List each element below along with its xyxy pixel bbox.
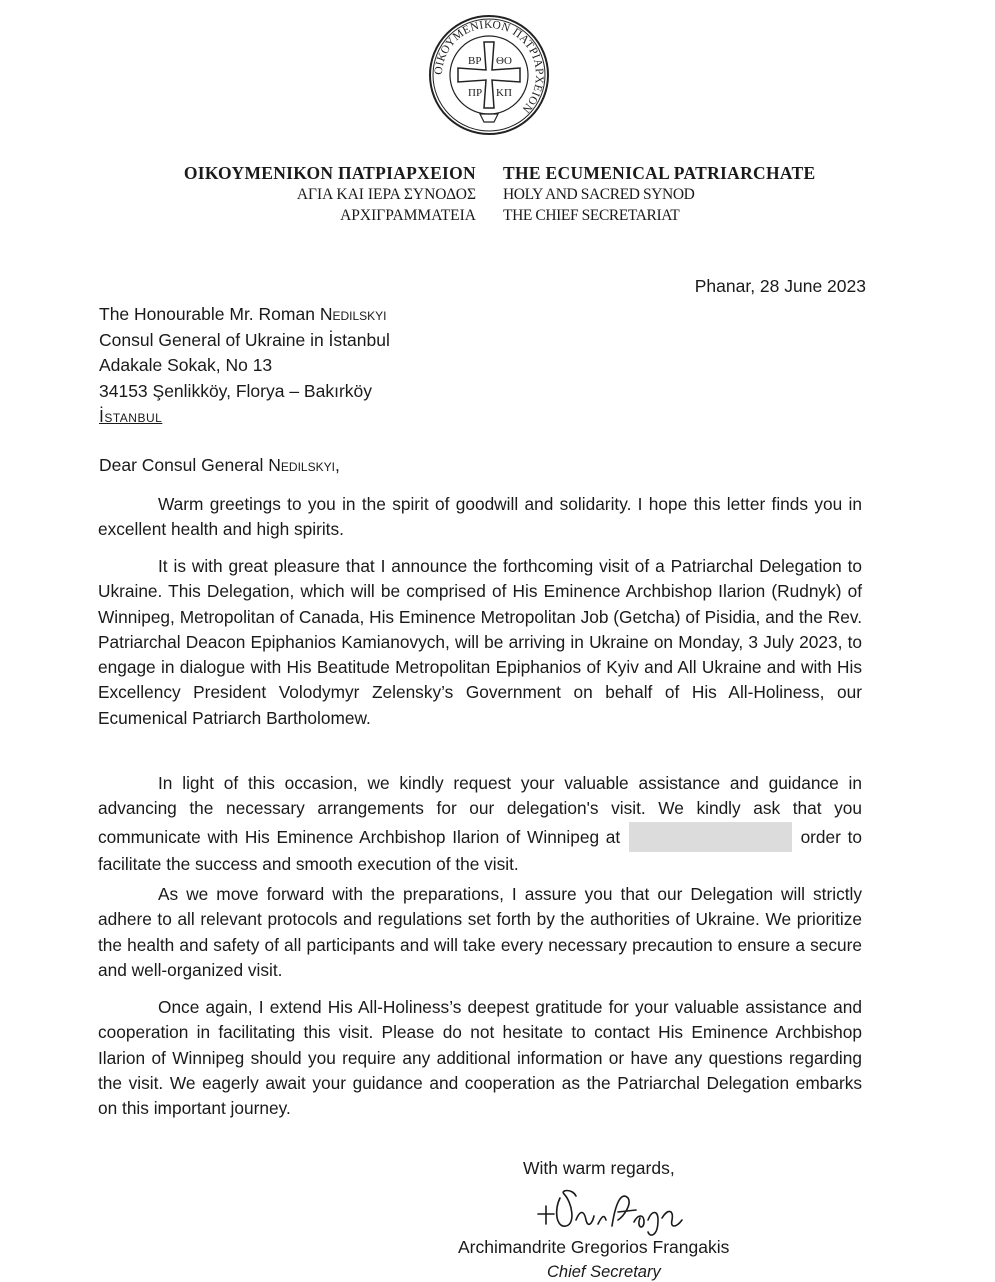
seal-inner-text-4: ΚΠ — [496, 87, 512, 99]
patriarchate-seal — [428, 14, 550, 136]
seal-ring-text: ΟΙΚΟΥΜΕΝΙΚΟΝ ΠΑΤΡΙΑΡΧΕΙΟΝ — [432, 18, 546, 116]
paragraph-2-text: It is with great pleasure that I announce the forthcoming visit of a Patriarchal Delegation to Ukraine. This Delegation, which will be comprised of His Eminence Archbishop Ilarion (Rudnyk) of Winnipeg, Metropolitan of Canada, His Eminence Metropolitan Job (Getcha) of Pisidia, and the Rev. Patriarchal Deacon Epiphanios Kamianovych, will be arriving in Ukraine on Monday, 3 July 2023, to engage in dialogue with His Beatitude Metropolitan Epiphanios of Kyiv and All Ukraine and with His Excellency President Volodymyr Zelensky’s Government on behalf of His All-Holiness, our Ecumenical Patriarch Bartholomew. — [98, 556, 862, 728]
address-line-2: Consul General of Ukraine in İstanbul — [99, 329, 390, 350]
signer-name: Archimandrite Gregorios Frangakis — [458, 1237, 730, 1257]
redacted-contact — [629, 822, 792, 852]
paragraph-3-after: order to facilitate the success and smooth execution of the visit. — [98, 826, 862, 874]
paragraph-3-text — [98, 771, 862, 877]
paragraph-5-text: Once again, I extend His All-Holiness’s deepest gratitude for your valuable assistance and cooperation in facilitating this visit. Please do not hesitate to contact His Eminence Archbishop Ilarion of Winnipeg should you require any additional information or have any questions regarding the visit. We eagerly await your guidance and cooperation as the Patriarchal Delegation embarks on this important journey. — [98, 997, 862, 1119]
seal-inner-text-1: ΒΡ — [468, 55, 482, 67]
closing: With warm regards, — [523, 1158, 675, 1178]
recipient-address — [99, 302, 390, 430]
letterhead-greek — [184, 163, 476, 226]
salutation-prefix: Dear Consul General — [99, 455, 264, 475]
paragraph-4 — [98, 882, 862, 983]
letterhead-english-line2: HOLY AND SACRED SYNOD — [503, 186, 695, 203]
seal-inner-text-3: ΠΡ — [468, 87, 483, 99]
paragraph-1 — [98, 492, 862, 543]
svg-text:ΟΙΚΟΥΜΕΝΙΚΟΝ ΠΑΤΡΙΑΡΧΕΙΟΝ — [433, 19, 545, 115]
letterhead-english-line1: THE ECUMENICAL PATRIARCHATE — [503, 163, 816, 183]
salutation-suffix: , — [334, 455, 340, 475]
address-line-4: 34153 Şenlikköy, Florya – Bakırköy — [99, 380, 373, 401]
letterhead-greek-line3: ΑΡΧΙΓΡΑΜΜΑΤΕΙΑ — [340, 207, 476, 224]
letterhead-english — [503, 163, 815, 226]
address-recipient-prefix: The Honourable Mr. Roman — [99, 304, 315, 324]
handwritten-signature — [532, 1180, 692, 1242]
salutation-name: Nedilskyi — [268, 455, 335, 475]
letter-date: Phanar, 28 June 2023 — [694, 276, 866, 296]
address-recipient-surname: Nedilskyi — [319, 304, 387, 324]
salutation — [99, 455, 340, 476]
address-city: İstanbul — [99, 406, 163, 426]
address-line-3: Adakale Sokak, No 13 — [99, 355, 273, 375]
letterhead-greek-line2: ΑΓΙΑ ΚΑΙ ΙΕΡΑ ΣΥΝΟΔΟΣ — [296, 186, 476, 203]
paragraph-3 — [98, 771, 862, 877]
signer-title: Chief Secretary — [547, 1263, 661, 1281]
paragraph-5 — [98, 995, 862, 1121]
paragraph-1-text: Warm greetings to you in the spirit of goodwill and solidarity. I hope this letter finds you in excellent health and high spirits. — [98, 494, 862, 540]
paragraph-2 — [98, 554, 862, 731]
seal-inner-text-2: ΘΟ — [496, 55, 512, 67]
letterhead-english-line3: THE CHIEF SECRETARIAT — [503, 207, 680, 224]
paragraph-3-before: In light of this occasion, we kindly request your valuable assistance and guidance in advancing the necessary arrangements for our delegation's visit. We kindly ask that you communicate with His Eminence Archbishop Ilarion of Winnipeg at — [98, 773, 862, 847]
paragraph-4-text: As we move forward with the preparations, I assure you that our Delegation will strictly adhere to all relevant protocols and regulations set forth by the authorities of Ukraine. We prioritize the health and safety of all participants and will take every necessary precaution to ensure a secure and well-organized visit. — [98, 884, 862, 980]
letterhead-greek-line1: ΟΙΚΟΥΜΕΝΙΚΟΝ ΠΑΤΡΙΑΡΧΕΙΟΝ — [183, 163, 476, 183]
address-line-1 — [99, 302, 390, 328]
